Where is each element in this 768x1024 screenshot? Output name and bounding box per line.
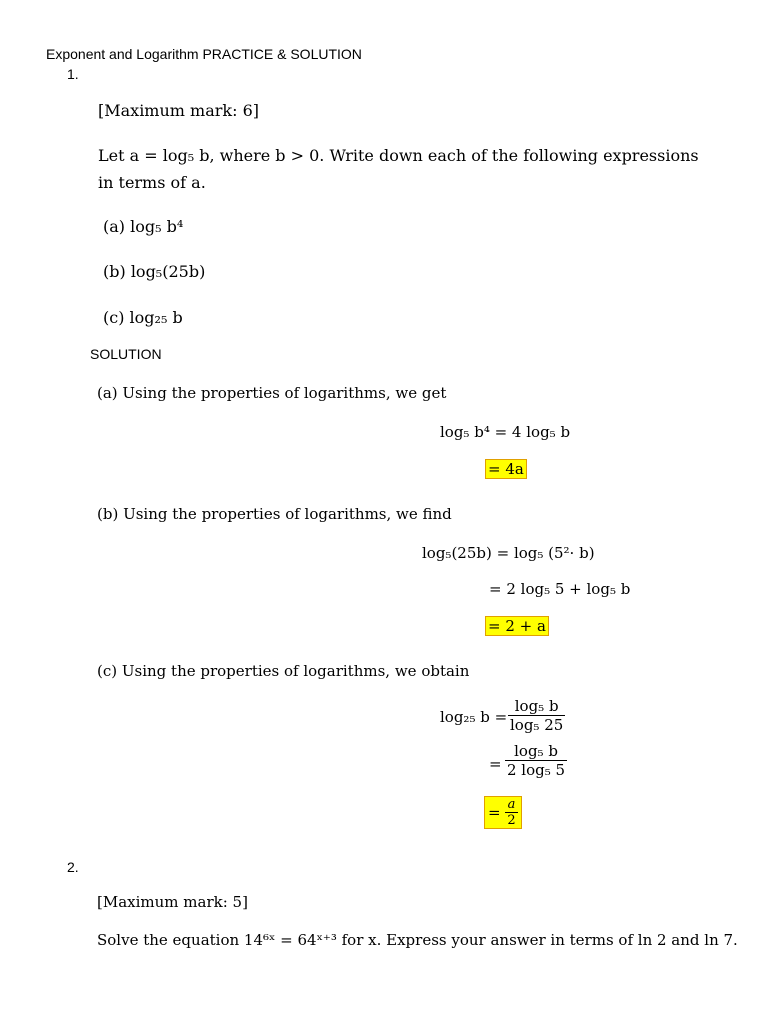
q2-max-mark: [Maximum mark: 5]	[97, 893, 248, 911]
q1-stem-line2: in terms of a.	[98, 173, 206, 192]
sol-c-fraction-2	[505, 742, 567, 779]
document-title: Exponent and Logarithm PRACTICE & SOLUTION	[46, 46, 362, 62]
sol-c-intro: (c) Using the properties of logarithms, we obtain	[97, 662, 470, 680]
sol-c-lhs: log₂₅ b =	[440, 708, 508, 726]
sol-b-answer: = 2 + a	[485, 616, 549, 636]
sol-c-fraction-1-denominator: log₅ 25	[510, 716, 564, 734]
q1-stem-line1: Let a = log₅ b, where b > 0. Write down each of the following expressions	[98, 146, 699, 165]
sol-a-answer: = 4a	[485, 459, 527, 479]
sol-a-intro: (a) Using the properties of logarithms, we get	[97, 384, 447, 402]
sol-c-fraction-2-numerator: log₅ b	[505, 742, 567, 761]
sol-c-fraction-1	[508, 697, 565, 734]
sol-c-answer-numerator: a	[505, 797, 517, 813]
sol-c-equals-2: =	[489, 755, 502, 773]
sol-c-fraction-2-denominator: 2 log₅ 5	[507, 761, 566, 779]
sol-b-line1: log₅(25b) = log₅ (5²· b)	[422, 544, 595, 562]
sol-a-line1: log₅ b⁴ = 4 log₅ b	[440, 423, 571, 441]
sol-b-intro: (b) Using the properties of logarithms, we find	[97, 505, 452, 523]
sol-c-answer	[484, 796, 522, 829]
solution-label: SOLUTION	[90, 346, 162, 362]
question-number-1: 1.	[67, 66, 79, 82]
question-number-2: 2.	[67, 859, 79, 875]
sol-c-fraction-1-numerator: log₅ b	[508, 697, 565, 716]
sol-c-answer-denominator: 2	[507, 813, 516, 828]
sol-b-line2: = 2 log₅ 5 + log₅ b	[489, 580, 631, 598]
q1-part-c: (c) log₂₅ b	[103, 308, 183, 327]
sol-c-answer-fraction	[505, 797, 517, 828]
q1-part-b: (b) log₅(25b)	[103, 262, 206, 281]
q1-max-mark: [Maximum mark: 6]	[98, 101, 259, 120]
sol-c-answer-equals: =	[488, 803, 501, 822]
q2-stem: Solve the equation 14⁶ˣ = 64ˣ⁺³ for x. Express your answer in terms of ln 2 and ln 7.	[97, 931, 738, 949]
q1-part-a: (a) log₅ b⁴	[103, 217, 184, 236]
